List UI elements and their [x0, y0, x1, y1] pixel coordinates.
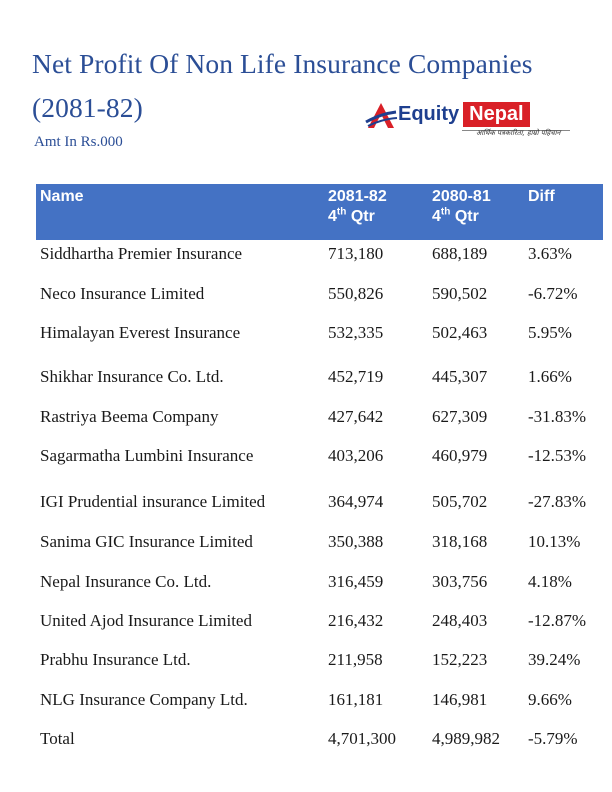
- column-header-2081-82: [328, 187, 387, 227]
- profit-diff: 1.66%: [528, 367, 572, 386]
- table-header: [36, 184, 603, 240]
- profit-2081-82: 350,388: [328, 532, 384, 551]
- company-name: Himalayan Everest Insurance: [40, 323, 241, 342]
- profit-diff: -12.87%: [528, 611, 587, 630]
- table-row: [36, 527, 603, 557]
- profit-2080-81: 248,403: [432, 611, 488, 630]
- company-name: United Ajod Insurance Limited: [40, 611, 252, 630]
- logo-wordmark: [396, 102, 530, 127]
- profit-diff: -27.83%: [528, 492, 587, 511]
- logo-tagline: आर्थिक पत्रकारिता, हाम्रो पहिचान: [476, 129, 561, 137]
- table-row: [36, 362, 603, 392]
- profit-2080-81: 460,979: [432, 446, 488, 465]
- column-header-2080-81-year: 2080-81: [432, 188, 491, 205]
- profit-diff: -12.53%: [528, 446, 587, 465]
- equity-nepal-logo: [364, 100, 576, 148]
- company-name: IGI Prudential insurance Limited: [40, 492, 266, 511]
- column-header-2081-82-qtr-label: Qtr: [350, 208, 375, 225]
- amount-unit-note: Amt In Rs.000: [34, 134, 123, 150]
- column-header-2081-82-qtr-sup: th: [336, 206, 347, 218]
- total-2081-82: 4,701,300: [328, 729, 396, 748]
- company-name: Shikhar Insurance Co. Ltd.: [40, 367, 224, 386]
- profit-2080-81: 627,309: [432, 407, 488, 426]
- column-header-2081-82-qtr-num: 4: [328, 208, 337, 225]
- profit-2081-82: 216,432: [328, 611, 384, 630]
- logo-word-equity: Equity: [398, 103, 460, 125]
- column-header-2081-82-year: 2081-82: [328, 188, 387, 205]
- table-row-total: [36, 724, 603, 754]
- total-diff: -5.79%: [528, 729, 578, 748]
- profit-2080-81: 146,981: [432, 690, 488, 709]
- profit-2081-82: 550,826: [328, 284, 384, 303]
- profit-2080-81: 590,502: [432, 284, 488, 303]
- company-name: Nepal Insurance Co. Ltd.: [40, 572, 212, 591]
- profit-2081-82: 403,206: [328, 446, 384, 465]
- company-name: Sagarmatha Lumbini Insurance: [40, 446, 254, 465]
- table-row: [36, 239, 603, 269]
- column-header-diff: Diff: [528, 188, 555, 205]
- profit-2081-82: 211,958: [328, 650, 383, 669]
- column-header-2080-81-qtr-num: 4: [432, 208, 441, 225]
- column-header-2080-81-qtr-sup: th: [440, 206, 451, 218]
- table-row: [36, 441, 603, 471]
- profit-2080-81: 445,307: [432, 367, 488, 386]
- profit-2081-82: 452,719: [328, 367, 384, 386]
- profit-diff: 4.18%: [528, 572, 572, 591]
- column-header-2080-81: [432, 187, 491, 227]
- title-line-1: Net Profit Of Non Life Insurance Companies: [32, 48, 533, 79]
- profit-diff: 10.13%: [528, 532, 581, 551]
- table-row: [36, 606, 603, 636]
- profit-2081-82: 316,459: [328, 572, 384, 591]
- column-header-name: Name: [40, 188, 84, 205]
- profit-2080-81: 152,223: [432, 650, 488, 669]
- profit-2081-82: 532,335: [328, 323, 384, 342]
- table-row: [36, 487, 603, 517]
- profit-2080-81: 505,702: [432, 492, 488, 511]
- profit-2080-81: 318,168: [432, 532, 488, 551]
- table-row: [36, 567, 603, 597]
- profit-2081-82: 713,180: [328, 244, 384, 263]
- company-name: Siddhartha Premier Insurance: [40, 244, 243, 263]
- profit-2080-81: 688,189: [432, 244, 488, 263]
- table-row: [36, 279, 603, 309]
- company-name: Prabhu Insurance Ltd.: [40, 650, 191, 669]
- logo-mark-icon: [364, 100, 398, 130]
- profit-diff: 39.24%: [528, 650, 581, 669]
- profit-2080-81: 502,463: [432, 323, 488, 342]
- table-row: [36, 318, 603, 348]
- profit-2081-82: 427,642: [328, 407, 384, 426]
- table-row: [36, 645, 603, 675]
- profit-diff: 5.95%: [528, 323, 572, 342]
- profit-2080-81: 303,756: [432, 572, 488, 591]
- company-name: NLG Insurance Company Ltd.: [40, 690, 248, 709]
- profit-2081-82: 161,181: [328, 690, 384, 709]
- company-name: Rastriya Beema Company: [40, 407, 219, 426]
- profit-diff: 3.63%: [528, 244, 572, 263]
- profit-diff: -6.72%: [528, 284, 578, 303]
- profit-diff: -31.83%: [528, 407, 587, 426]
- profit-2081-82: 364,974: [328, 492, 384, 511]
- total-label: Total: [40, 729, 75, 748]
- title-line-2: (2081-82): [32, 92, 143, 123]
- column-header-2080-81-qtr-label: Qtr: [454, 208, 479, 225]
- company-name: Neco Insurance Limited: [40, 284, 205, 303]
- total-2080-81: 4,989,982: [432, 729, 500, 748]
- logo-word-nepal: Nepal: [463, 102, 529, 127]
- profit-diff: 9.66%: [528, 690, 572, 709]
- table-row: [36, 685, 603, 715]
- table-row: [36, 402, 603, 432]
- company-name: Sanima GIC Insurance Limited: [40, 532, 253, 551]
